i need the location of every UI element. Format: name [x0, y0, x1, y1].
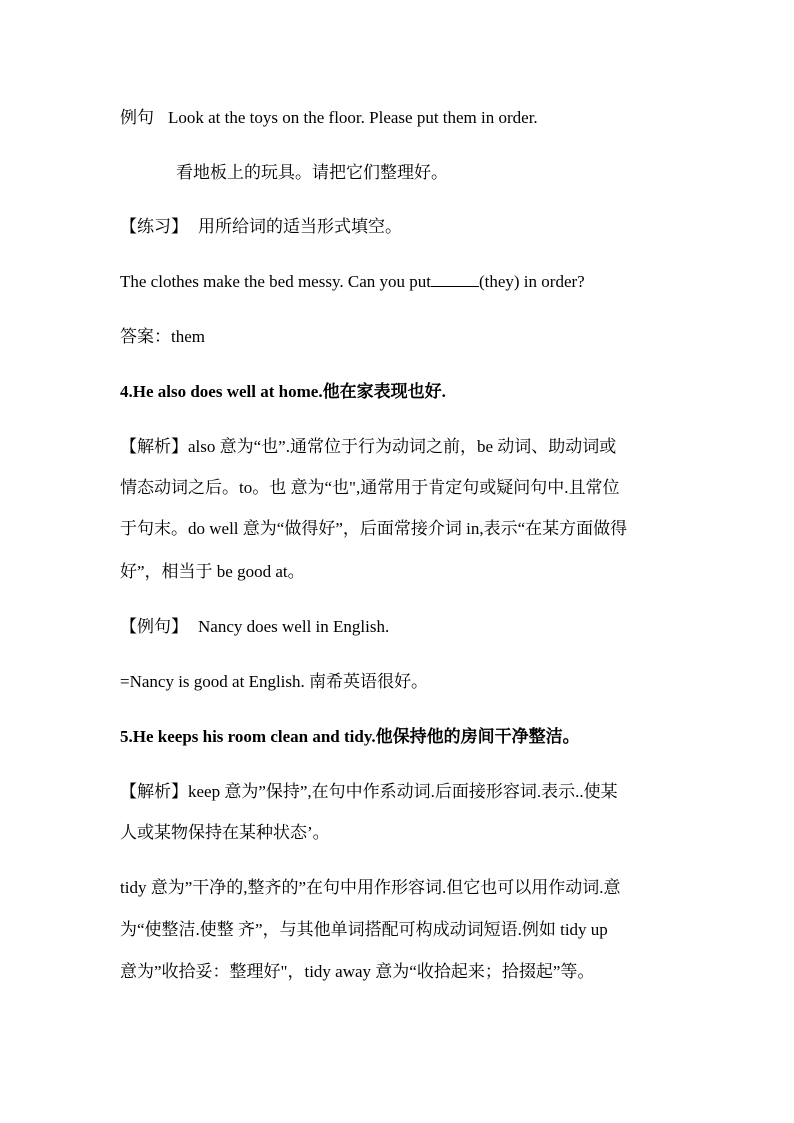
item5-tidy-line: tidy 意为”干净的,整齐的”在句中用作形容词.但它也可以用作动词.意 [120, 878, 621, 897]
item5-heading: 5.He keeps his room clean and tidy.他保持他的房间干净整洁。 [120, 727, 580, 746]
item4-heading: 4.He also does well at home.他在家表现也好. [120, 382, 446, 401]
practice-answer: 答案：them [120, 327, 205, 346]
example1-label: 例句 [120, 108, 154, 127]
item4-example-line [120, 615, 389, 639]
item4-example-sentence: Nancy does well in English. [198, 617, 390, 636]
practice-sentence-before: The clothes make the bed messy. Can you put [120, 272, 431, 291]
item4-example-label: 【例句】 [120, 617, 188, 636]
example1-line [120, 106, 538, 130]
item4-analysis-line: 好”，相当于 be good at。 [120, 562, 305, 581]
item4-analysis-line: 于句末。do well 意为“做得好”，后面常接介词 in,表示“在某方面做得 [120, 519, 628, 538]
item5-analysis-line: 人或某物保持在某种状态’。 [120, 823, 330, 842]
example1-chinese: 看地板上的玩具。请把它们整理好。 [176, 163, 448, 182]
fill-in-blank[interactable] [431, 270, 479, 287]
practice-instruction: 用所给词的适当形式填空。 [198, 217, 402, 236]
item5-analysis-line: 【解析】keep 意为”保持”,在句中作系动词.后面接形容词.表示..使某 [120, 782, 618, 801]
item4-analysis-line: 【解析】also 意为“也”.通常位于行为动词之前，be 动词、助动词或 [120, 437, 617, 456]
item4-example-equal: =Nancy is good at English. 南希英语很好。 [120, 672, 429, 691]
example1-english: Look at the toys on the floor. Please put them in order. [168, 108, 538, 127]
practice-line [120, 215, 402, 239]
practice-sentence [120, 270, 585, 294]
item5-tidy-line: 为“使整洁.使整 齐”，与其他单词搭配可构成动词短语.例如 tidy up [120, 920, 608, 939]
practice-sentence-after: (they) in order? [478, 272, 585, 291]
item5-tidy-line: 意为”收拾妥：整理好"，tidy away 意为“收拾起来；拾掇起”等。 [120, 962, 595, 981]
practice-label: 【练习】 [120, 217, 188, 236]
item4-analysis-line: 情态动词之后。to。也 意为“也",通常用于肯定句或疑问句中.且常位 [120, 478, 620, 497]
